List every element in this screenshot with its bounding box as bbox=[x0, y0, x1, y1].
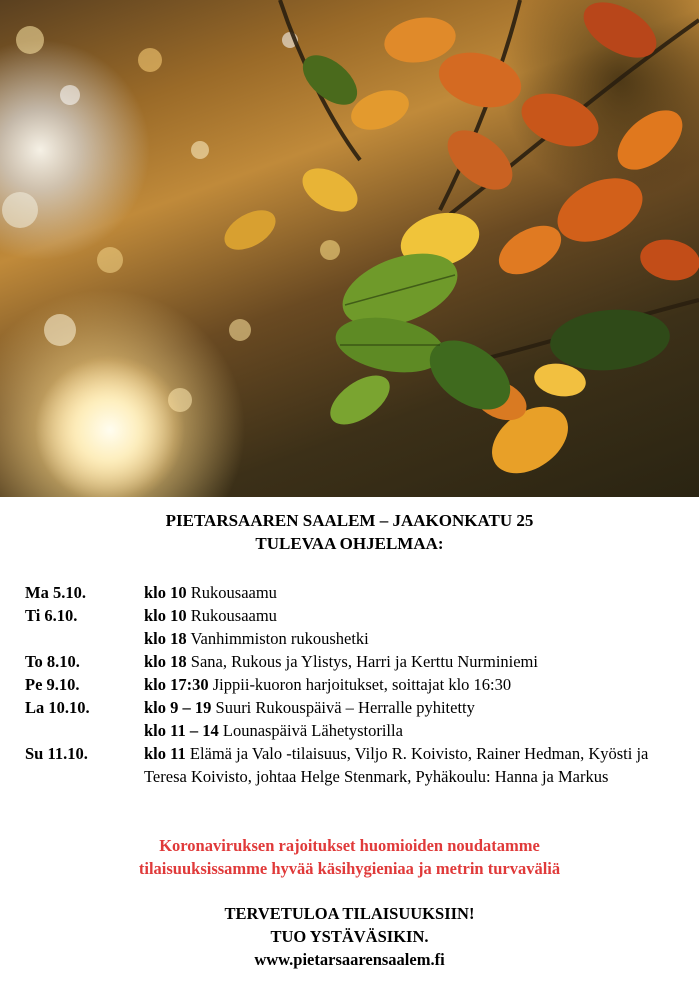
schedule-row bbox=[25, 742, 685, 788]
schedule-day: Ma 5.10. bbox=[25, 583, 86, 602]
website-url: www.pietarsaarensaalem.fi bbox=[254, 950, 445, 969]
schedule-day: Ti 6.10. bbox=[25, 606, 78, 625]
schedule-time: klo 18 bbox=[144, 629, 187, 648]
schedule-text: Lounaspäivä Lähetystorilla bbox=[222, 721, 403, 740]
schedule-row bbox=[25, 719, 685, 742]
schedule-time: klo 10 bbox=[144, 606, 187, 625]
footer bbox=[0, 902, 699, 971]
schedule-day: Pe 9.10. bbox=[25, 675, 80, 694]
schedule-time: klo 18 bbox=[144, 652, 187, 671]
notice-line-2: tilaisuuksissamme hyvää käsihygieniaa ja metrin turvaväliä bbox=[138, 859, 561, 878]
schedule-text: Sana, Rukous ja Ylistys, Harri ja Kerttu Nurminiemi bbox=[190, 652, 538, 671]
notice-line-1: Koronaviruksen rajoitukset huomioiden noudatamme bbox=[159, 836, 540, 855]
schedule-row bbox=[25, 650, 685, 673]
schedule-text: Rukousaamu bbox=[190, 583, 277, 602]
schedule-time: klo 11 bbox=[144, 744, 186, 763]
bring-friend-line: TUO YSTÄVÄSIKIN. bbox=[270, 927, 429, 946]
schedule-text: Jippii-kuoron harjoitukset, soittajat klo 16:30 bbox=[212, 675, 512, 694]
schedule-row bbox=[25, 696, 685, 719]
welcome-line: TERVETULOA TILAISUUKSIIN! bbox=[224, 904, 475, 923]
schedule-text: Rukousaamu bbox=[190, 606, 277, 625]
schedule-day: La 10.10. bbox=[25, 698, 90, 717]
covid-notice bbox=[0, 834, 699, 880]
schedule-text: Suuri Rukouspäivä – Herralle pyhitetty bbox=[215, 698, 475, 717]
schedule-time: klo 17:30 bbox=[144, 675, 209, 694]
program-content bbox=[0, 497, 699, 992]
schedule-text: Vanhimmiston rukoushetki bbox=[190, 629, 369, 648]
schedule-time: klo 9 – 19 bbox=[144, 698, 212, 717]
schedule-row bbox=[25, 604, 685, 627]
page-subtitle: TULEVAA OHJELMAA: bbox=[255, 534, 444, 553]
schedule-time: klo 10 bbox=[144, 583, 187, 602]
schedule-time: klo 11 – 14 bbox=[144, 721, 219, 740]
schedule-list bbox=[25, 581, 685, 788]
schedule-row bbox=[25, 673, 685, 696]
schedule-row bbox=[25, 627, 685, 650]
schedule-day: Su 11.10. bbox=[25, 744, 88, 763]
schedule-row bbox=[25, 581, 685, 604]
page-title: PIETARSAAREN SAALEM – JAAKONKATU 25 bbox=[165, 511, 534, 530]
schedule-day: To 8.10. bbox=[25, 652, 80, 671]
schedule-text: Elämä ja Valo -tilaisuus, Viljo R. Koivisto, Rainer Hedman, Kyösti ja Teresa Koivisto, johtaa Helge Stenmark, Pyhäkoulu: Hanna ja Markus bbox=[144, 744, 649, 786]
